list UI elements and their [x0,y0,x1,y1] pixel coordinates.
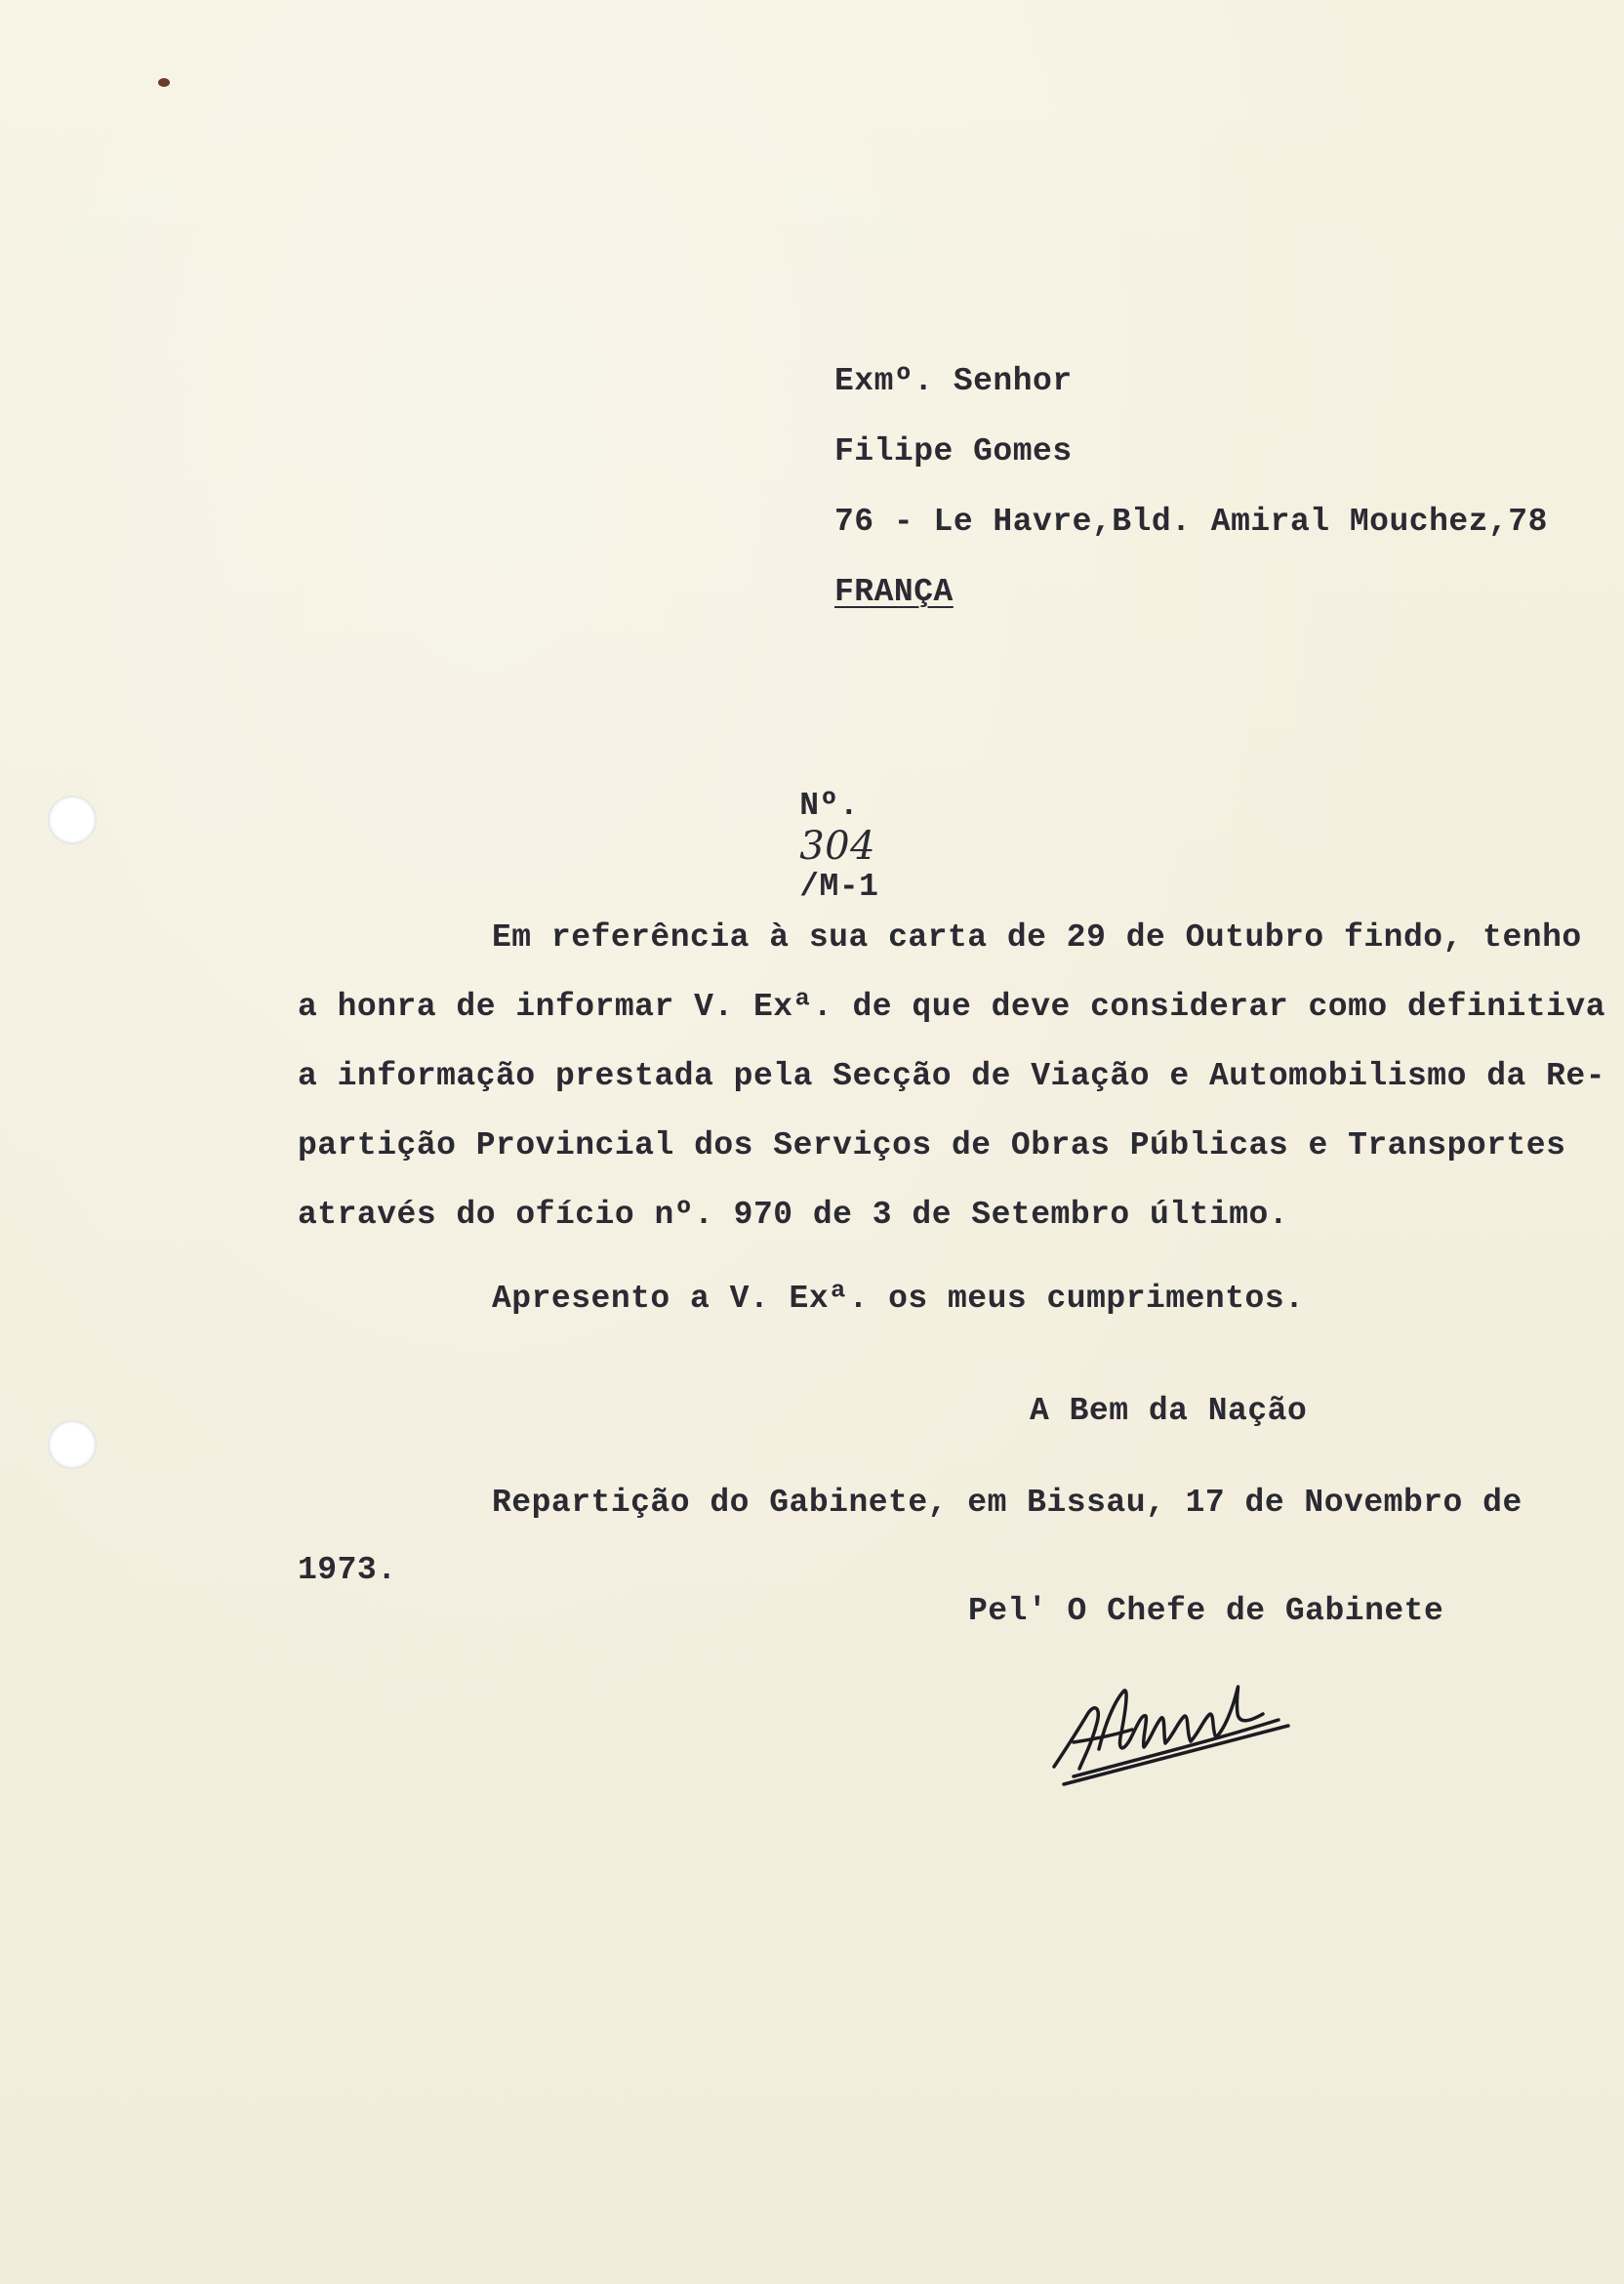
body-line-2: a honra de informar V. Exª. de que deve considerar como definitiva [298,989,1606,1025]
closing-year: 1973. [298,1552,397,1588]
greeting-line: Apresento a V. Exª. os meus cumprimentos. [492,1281,1305,1317]
recipient-address: 76 - Le Havre,Bld. Amiral Mouchez,78 [834,504,1548,540]
reference-prefix: Nº. [799,788,860,824]
closing-signatory: Pel' O Chefe de Gabinete [968,1593,1444,1629]
reference-suffix: /M-1 [799,869,879,905]
ink-speck [158,78,170,87]
recipient-country: FRANÇA [834,574,954,610]
recipient-salutation: Exmº. Senhor [834,363,1073,399]
reference-line [720,752,878,941]
punch-hole-top [48,795,97,844]
body-line-5: através do ofício nº. 970 de 3 de Setembro último. [298,1197,1289,1233]
handwritten-signature [1044,1659,1298,1806]
body-line-4: partição Provincial dos Serviços de Obras Públicas e Transportes [298,1127,1566,1163]
body-line-1: Em referência à sua carta de 29 de Outubro findo, tenho [492,919,1582,956]
closing-motto: A Bem da Nação [1030,1393,1308,1429]
reference-number: 304 [799,824,876,869]
punch-hole-bottom [48,1420,97,1469]
closing-place-date: Repartição do Gabinete, em Bissau, 17 de Novembro de [492,1485,1522,1521]
body-line-3: a informação prestada pela Secção de Viação e Automobilismo da Re- [298,1058,1606,1094]
recipient-name: Filipe Gomes [834,433,1073,469]
